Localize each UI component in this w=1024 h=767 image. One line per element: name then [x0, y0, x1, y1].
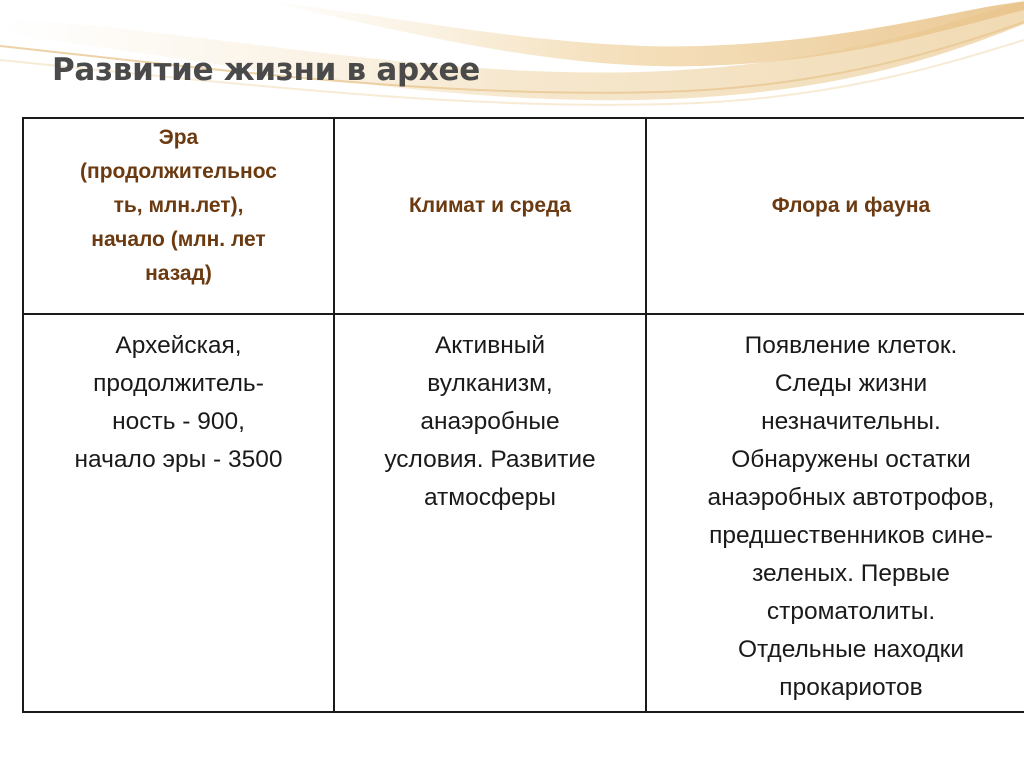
cell-flora-line: Следы жизни [774, 370, 928, 397]
cell-era-line: продолжитель- [93, 370, 264, 397]
cell-flora-line: зеленых. Первые [752, 560, 950, 587]
cell-flora-line: предшественников сине- [709, 522, 993, 549]
cell-flora-line: Обнаружены остатки [731, 446, 971, 473]
slide-title: Развитие жизни в архее [52, 52, 480, 88]
table-header-row [23, 118, 1024, 314]
cell-era-line: начало эры - 3500 [74, 446, 283, 473]
header-era-line: назад) [145, 262, 212, 285]
header-flora [646, 118, 1024, 314]
cell-flora-line: Появление клеток. [744, 332, 958, 359]
cell-era-line: Архейская, [115, 332, 242, 359]
cell-climate-line: Активный [434, 332, 546, 359]
cell-flora-line: незначительны. [761, 408, 941, 435]
header-era-line: (продолжительнос [80, 160, 277, 183]
header-era-line: ть, млн.лет), [113, 194, 244, 217]
header-flora-label: Флора и фауна [771, 194, 931, 217]
cell-climate-line: вулканизм, [427, 370, 553, 397]
archean-life-table [22, 117, 1024, 713]
header-climate-label: Климат и среда [408, 194, 572, 217]
cell-era [23, 314, 334, 712]
header-climate [334, 118, 646, 314]
cell-flora-line: прокариотов [779, 674, 923, 701]
cell-era-line: ность - 900, [112, 408, 245, 435]
cell-climate [334, 314, 646, 712]
cell-flora-line: анаэробных автотрофов, [707, 484, 995, 511]
cell-flora-line: Отдельные находки [737, 636, 965, 663]
cell-climate-line: условия. Развитие [384, 446, 596, 473]
cell-climate-line: анаэробные [420, 408, 560, 435]
cell-flora-line: строматолиты. [766, 598, 936, 625]
header-era-line: Эра [158, 126, 199, 149]
header-era-line: начало (млн. лет [91, 228, 266, 251]
cell-climate-line: атмосферы [423, 484, 557, 511]
cell-flora [646, 314, 1024, 712]
table-row [23, 314, 1024, 712]
header-era [23, 118, 334, 314]
